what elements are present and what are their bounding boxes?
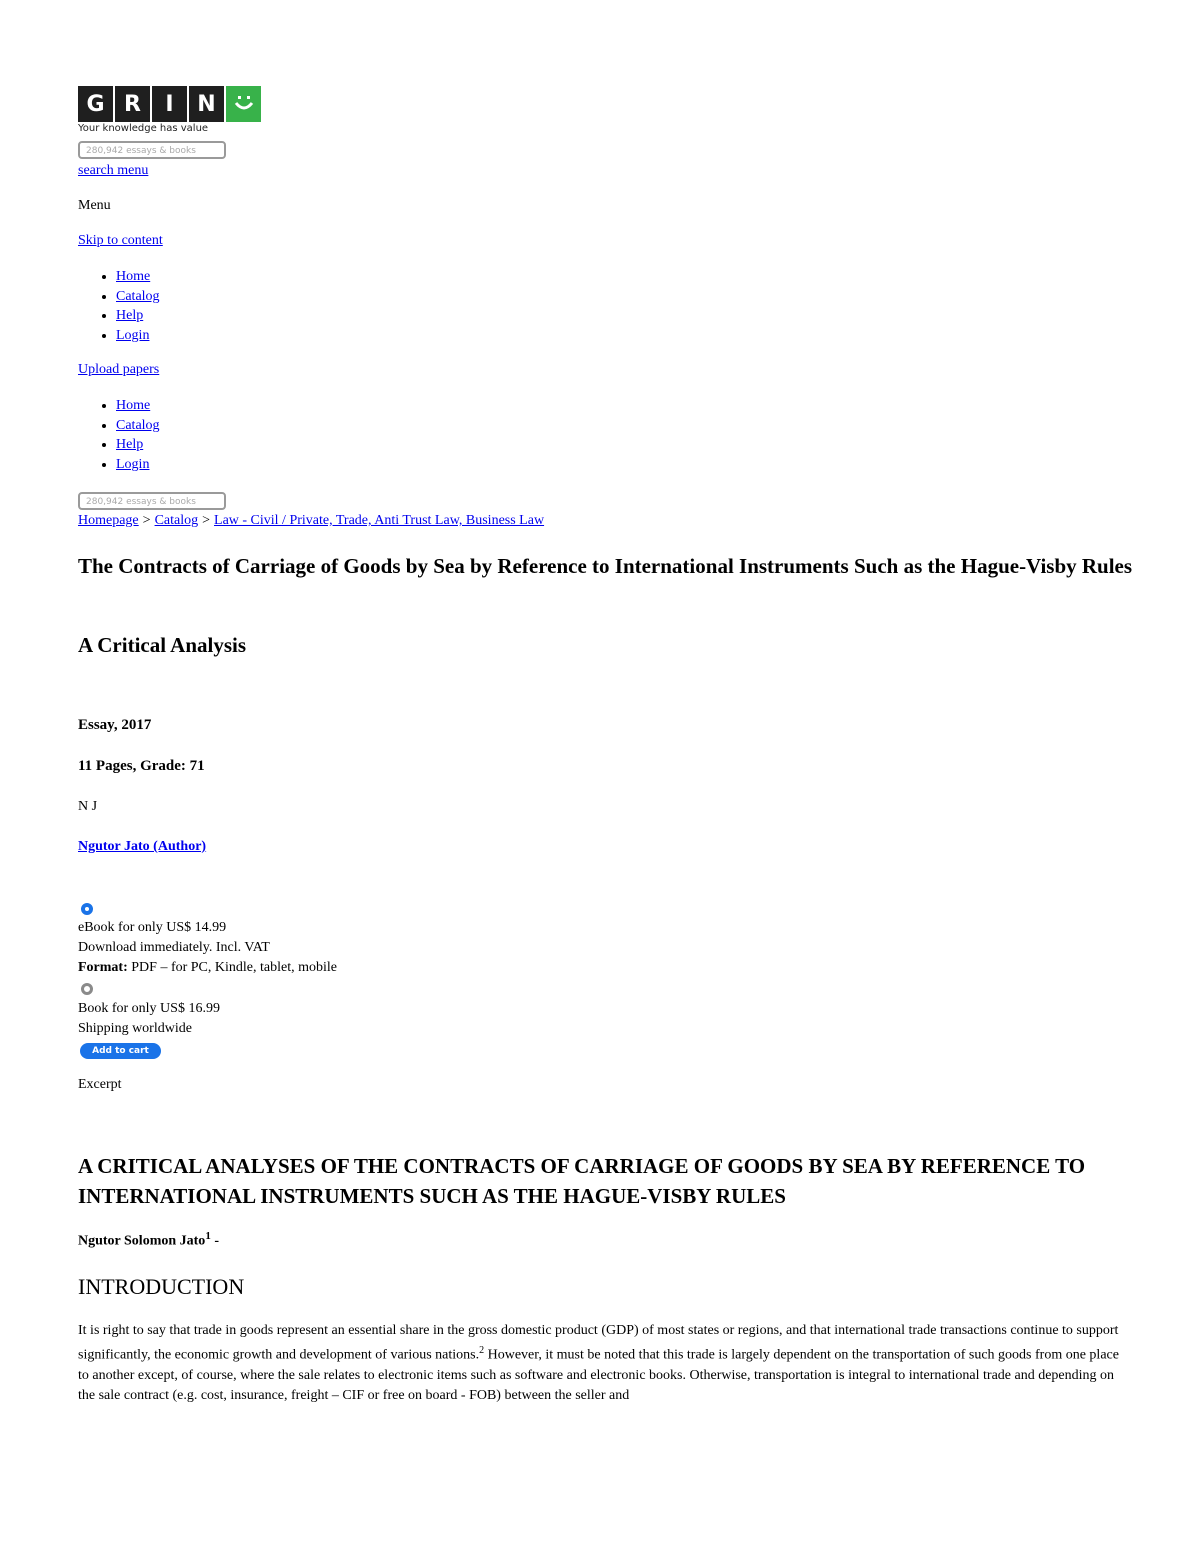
logo-letter-r: R (115, 86, 150, 122)
nav-link-login[interactable]: Login (116, 456, 150, 472)
skip-to-content-link[interactable]: Skip to content (78, 233, 163, 248)
essay-title: A CRITICAL ANALYSES OF THE CONTRACTS OF CARRIAGE OF GOODS BY SEA BY REFERENCE TO INTERNATIONAL INSTRUMENTS SUCH AS THE HAGUE-VISBY RULES (78, 1154, 1086, 1208)
document-type-year: Essay, 2017 (78, 717, 152, 733)
document-pages-grade: 11 Pages, Grade: 71 (78, 758, 205, 774)
nav-link-catalog[interactable]: Catalog (116, 288, 160, 304)
book-option-radio[interactable] (81, 983, 93, 995)
nav-link-home[interactable]: Home (116, 269, 151, 284)
ebook-note: Download immediately. Incl. VAT (78, 940, 270, 955)
essay-author (78, 1230, 219, 1250)
main-nav (78, 267, 160, 345)
format-value: PDF – for PC, Kindle, tablet, mobile (131, 960, 337, 975)
add-to-cart-button[interactable]: Add to cart (80, 1043, 161, 1059)
breadcrumb-category[interactable]: Law - Civil / Private, Trade, Anti Trust Law, Business Law (214, 513, 545, 528)
paragraph-text: However, it must be noted that this trade is largely dependent on the transportation of such goods from one place to another except, of course, where the sale relates to electronic items such as software and electronic books. Otherwise, transportation is integral to international trade and depending on the sale contract (e.g. cost, insurance, freight – CIF or free on board - FOB) between the seller and (78, 1347, 1119, 1403)
ebook-option-radio[interactable] (81, 903, 93, 915)
nav-link-help[interactable]: Help (116, 308, 144, 323)
secondary-nav (78, 396, 160, 474)
nav-item-login (116, 455, 160, 475)
author-initials: N J (78, 799, 98, 814)
format-label: Format: (78, 960, 128, 975)
breadcrumb (78, 513, 544, 529)
nav-item-home (116, 267, 160, 287)
ebook-format (78, 960, 337, 976)
nav-item-login (116, 326, 160, 346)
nav-item-catalog (116, 416, 160, 436)
breadcrumb-separator: > (202, 513, 211, 528)
intro-paragraph (78, 1321, 1122, 1406)
page-subtitle: A Critical Analysis (78, 633, 247, 657)
nav-item-help (116, 306, 160, 326)
search-input-secondary[interactable]: 280,942 essays & books (78, 492, 226, 510)
search-input[interactable]: 280,942 essays & books (78, 141, 226, 159)
essay-author-name: Ngutor Solomon Jato (78, 1233, 206, 1249)
footnote-ref[interactable]: 1 (205, 1230, 211, 1242)
breadcrumb-homepage[interactable]: Homepage (78, 513, 139, 528)
logo-tagline: Your knowledge has value (78, 123, 209, 134)
ebook-price: eBook for only US$ 14.99 (78, 920, 227, 935)
page-title: The Contracts of Carriage of Goods by Sea by Reference to International Instruments Such as the Hague-Visby Rules (78, 554, 1133, 578)
excerpt-label: Excerpt (78, 1077, 122, 1092)
intro-heading: INTRODUCTION (78, 1274, 245, 1299)
nav-item-home (116, 396, 160, 416)
breadcrumb-separator: > (142, 513, 151, 528)
nav-link-login[interactable]: Login (116, 327, 150, 343)
breadcrumb-catalog[interactable]: Catalog (154, 513, 199, 528)
footnote-ref[interactable]: 2 (479, 1345, 485, 1356)
logo-letter-n: N (189, 86, 224, 122)
nav-link-home[interactable]: Home (116, 398, 151, 413)
nav-item-help (116, 435, 160, 455)
smiley-face-icon (226, 86, 261, 122)
nav-link-catalog[interactable]: Catalog (116, 417, 160, 433)
nav-link-help[interactable]: Help (116, 437, 144, 452)
logo-letter-i: I (152, 86, 187, 122)
book-note: Shipping worldwide (78, 1021, 192, 1036)
search-menu-link[interactable]: search menu (78, 163, 149, 178)
logo-letter-g: G (78, 86, 113, 122)
upload-papers-link[interactable]: Upload papers (78, 362, 160, 377)
author-link[interactable]: Ngutor Jato (Author) (78, 839, 207, 854)
essay-author-suffix: - (210, 1233, 219, 1249)
menu-label[interactable]: Menu (78, 198, 111, 213)
book-price: Book for only US$ 16.99 (78, 1001, 220, 1016)
paragraph-text: It is right to say that trade in goods represent an essential share in the gross domestic product (GDP) of most states or regions, and that international trade transactions continue to support significantly, the economic growth and development of various nations. (78, 1323, 1119, 1363)
nav-item-catalog (116, 287, 160, 307)
grin-logo[interactable] (78, 86, 261, 122)
